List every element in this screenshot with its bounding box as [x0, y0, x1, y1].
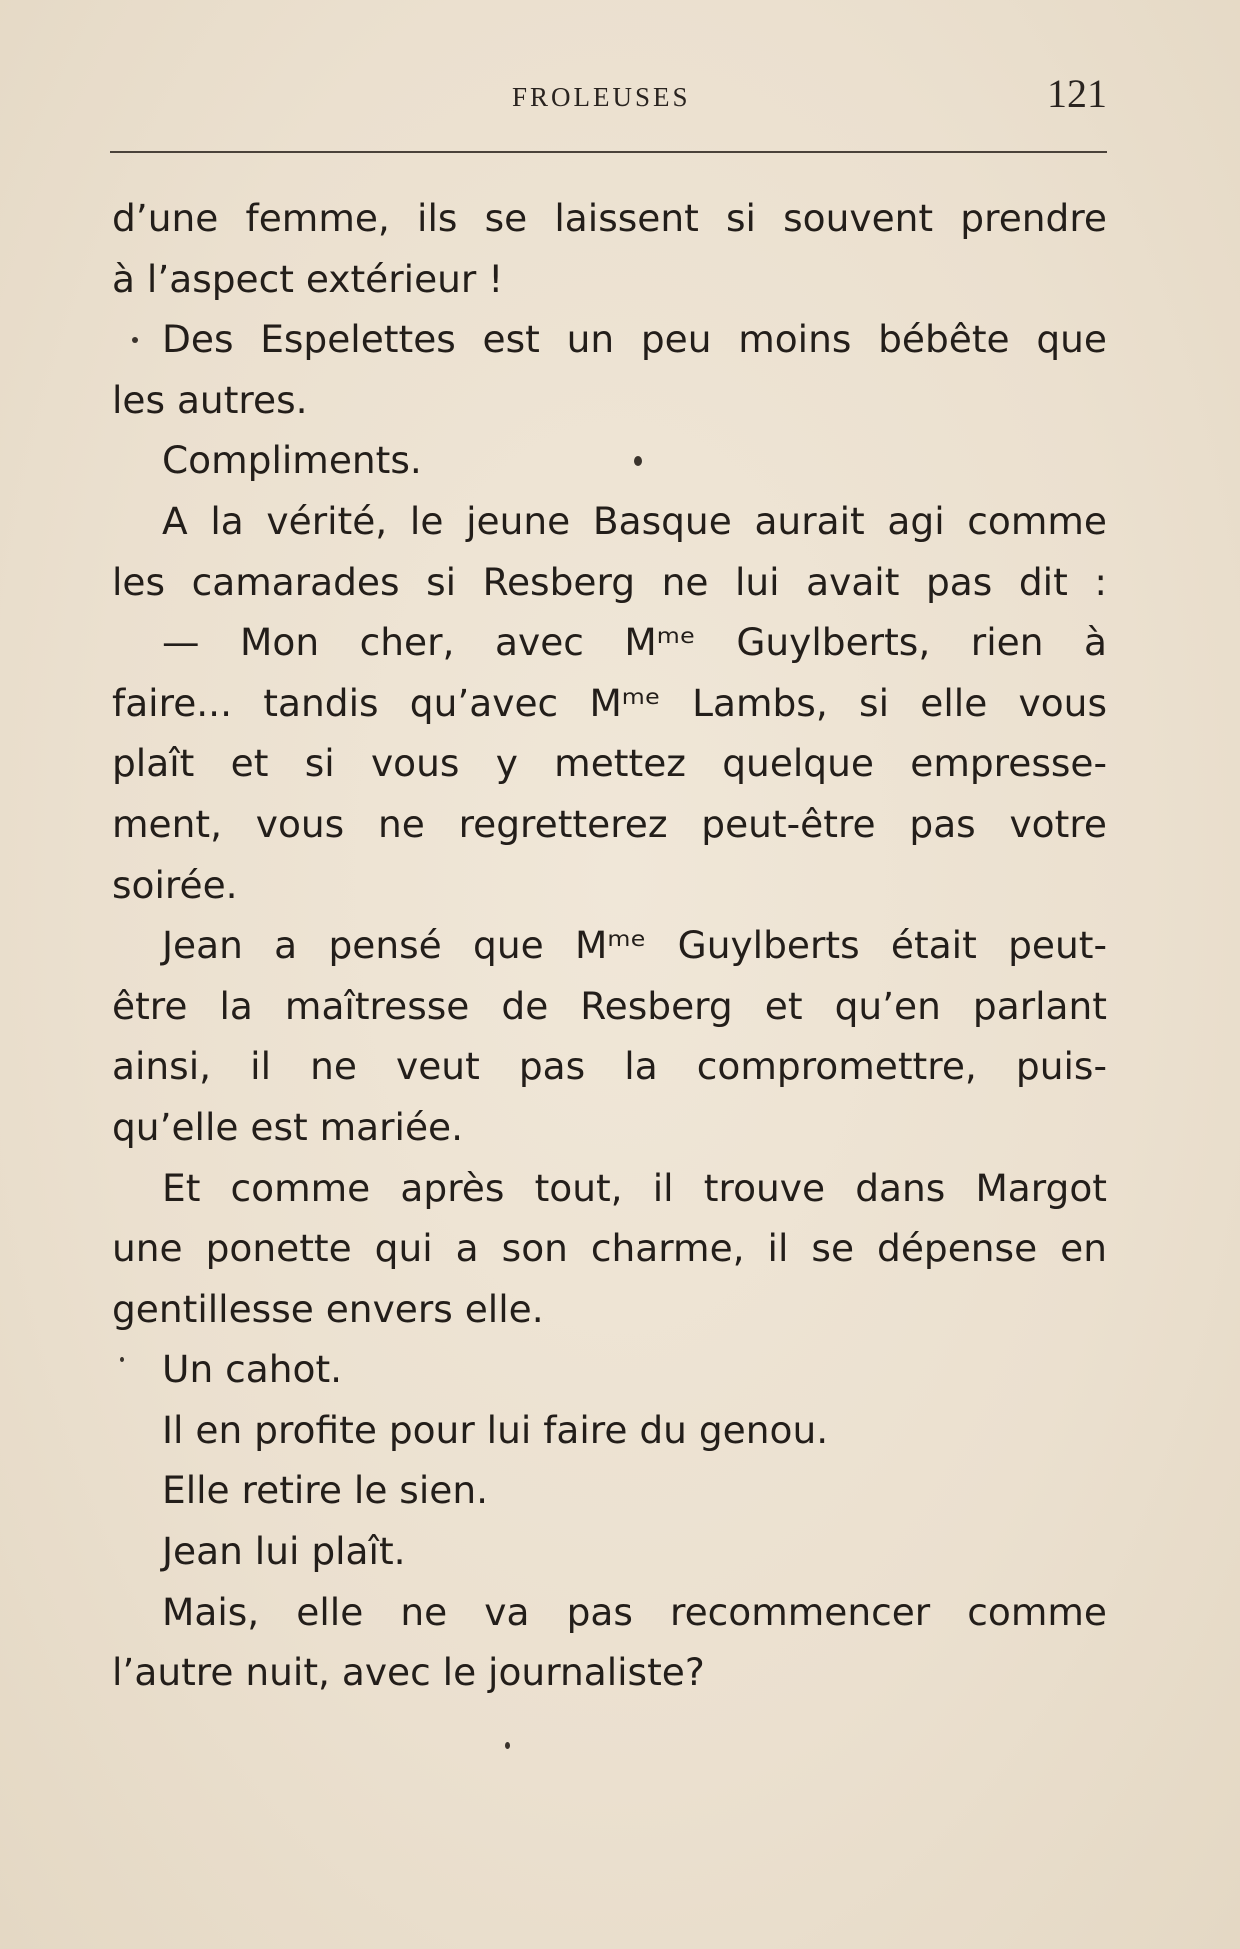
text-line: les autres. [112, 377, 308, 422]
text-line: faire... tandis qu’avec Mᵐᵉ Lambs, si elle vous [112, 680, 1107, 725]
text-line: Elle retire le sien. [162, 1468, 489, 1513]
text-line: Des Espelettes est un peu moins bébête que [162, 317, 1107, 362]
ink-speck [120, 1357, 124, 1362]
text-line: — Mon cher, avec Mᵐᵉ Guylberts, rien à [162, 620, 1107, 665]
ink-speck [634, 456, 642, 466]
text-line: qu’elle est mariée. [112, 1104, 464, 1149]
text-line: les camarades si Resberg ne lui avait pas dit : [112, 559, 1107, 604]
ink-speck [132, 337, 138, 343]
ink-speck [505, 1742, 510, 1749]
running-head: FROLEUSES [512, 82, 691, 112]
text-line: soirée. [112, 862, 238, 907]
text-line: Mais, elle ne va pas recommencer comme [162, 1589, 1107, 1634]
page-number: 121 [1047, 71, 1107, 116]
text-line: être la maîtresse de Resberg et qu’en parlant [112, 983, 1107, 1028]
text-line: à l’aspect extérieur ! [112, 256, 504, 301]
text-line: Et comme après tout, il trouve dans Margot [162, 1165, 1107, 1210]
text-line: A la vérité, le jeune Basque aurait agi comme [162, 498, 1107, 543]
text-line: l’autre nuit, avec le journaliste? [112, 1650, 705, 1695]
text-line: Un cahot. [162, 1347, 343, 1392]
text-line: ment, vous ne regretterez peut-être pas votre [112, 801, 1107, 846]
text-line: une ponette qui a son charme, il se dépense en [112, 1226, 1107, 1271]
text-line: Il en profite pour lui faire du genou. [162, 1407, 829, 1452]
text-line: Jean lui plaît. [162, 1529, 406, 1574]
body-text [112, 188, 1107, 1703]
text-line: gentillesse envers elle. [112, 1286, 544, 1331]
text-line: Compliments. [162, 438, 422, 483]
header-rule [110, 151, 1107, 153]
text-line: Jean a pensé que Mᵐᵉ Guylberts était peut- [162, 923, 1107, 968]
text-line: plaît et si vous y mettez quelque empresse- [112, 741, 1107, 786]
page-header [110, 70, 1107, 120]
text-line: ainsi, il ne veut pas la compromettre, puis- [112, 1044, 1107, 1089]
text-line: d’une femme, ils se laissent si souvent prendre [112, 196, 1107, 240]
